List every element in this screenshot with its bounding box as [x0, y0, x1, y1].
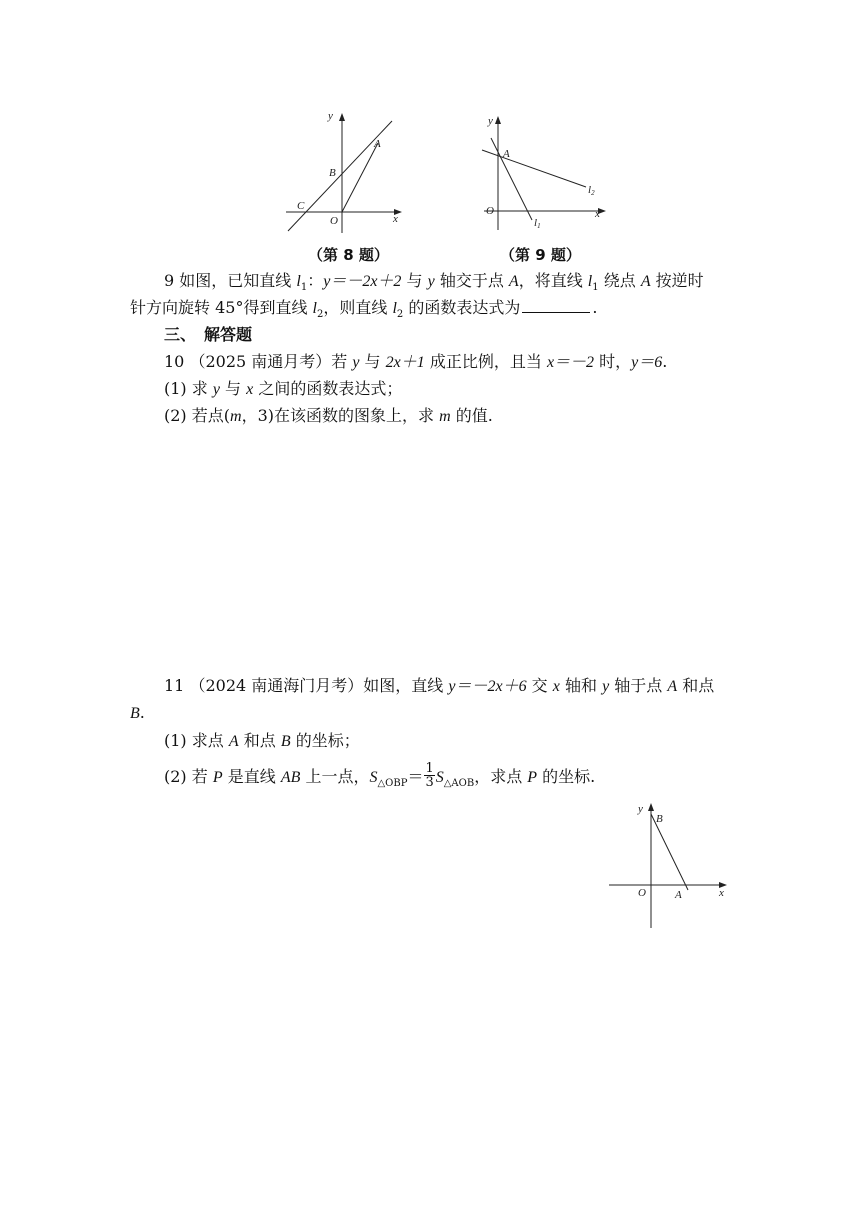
fig8-label-b: B	[329, 167, 336, 179]
q11-stem-line-1: 11 （2024 南通海门月考）如图，直线 y＝－2x＋6 交 x 轴和 y 轴于点 A 和点	[164, 676, 715, 695]
q11-part-1: (1) 求点 A 和点 B 的坐标；	[164, 731, 360, 750]
figure-11-graph	[605, 798, 735, 932]
figure-9-caption: （第 9 题）	[500, 246, 581, 264]
figure-9-graph	[474, 108, 614, 240]
fig11-label-x: x	[719, 887, 724, 899]
q10-part-1: (1) 求 y 与 x 之间的函数表达式；	[164, 379, 403, 398]
fig11-y-arrow-icon	[648, 803, 654, 811]
section-3-heading: 三、 解答题	[164, 325, 253, 344]
fig8-label-c: C	[297, 200, 305, 212]
q9-answer-blank[interactable]	[522, 298, 590, 313]
figure-8	[280, 105, 410, 240]
q9-line-1: 9 如图，已知直线 $l_1$：y＝－2x＋2 与 y 轴交于点 A，将直线 $l_1$ 绕点 A 按逆时	[164, 271, 704, 294]
q10-source: （2025 南通月考）	[189, 352, 332, 371]
fig8-y-arrow-icon	[339, 113, 345, 121]
q11-stem-line-2: B.	[130, 703, 145, 722]
fig9-label-l2: l2	[588, 184, 595, 197]
fig9-label-l1: l1	[534, 217, 541, 230]
figure-9	[474, 108, 614, 240]
fig9-label-y: y	[488, 115, 493, 127]
fig8-label-o: O	[330, 215, 338, 227]
fig11-label-b: B	[656, 813, 663, 825]
fig9-label-x: x	[595, 208, 600, 220]
fig8-label-y: y	[328, 110, 333, 122]
q11-number: 11	[164, 676, 185, 695]
fig11-label-a: A	[675, 889, 682, 901]
fig9-label-a: A	[503, 148, 510, 160]
figure-8-caption: （第 8 题）	[308, 246, 389, 264]
q9-equation: y＝－2x＋2	[323, 273, 402, 290]
q11-part-2: (2) 若 P 是直线 AB 上一点，$S_{\triangle OBP}=$ $\frac{1}{3}$ $S_{\triangle AOB}$，求点 P 的坐标.	[164, 761, 596, 790]
q10-part-2: (2) 若点(m，3)在该函数的图象上，求 m 的值.	[164, 406, 493, 425]
q9-number: 9	[164, 271, 175, 290]
q11-equation: y＝－2x＋6	[448, 678, 527, 695]
fig8-line-oa	[342, 143, 378, 212]
q11-source: （2024 南通海门月考）	[189, 676, 364, 695]
q9-line-2: 针方向旋转 45°得到直线 $l_2$，则直线 $l_2$ 的函数表达式为 .	[130, 298, 598, 321]
fig11-label-o: O	[638, 887, 646, 899]
fig9-line-l1	[491, 138, 532, 220]
figure-8-graph	[280, 105, 410, 240]
fig8-label-x: x	[393, 213, 398, 225]
figure-11	[605, 798, 735, 932]
q11-fraction: $\frac{1}{3}$	[425, 761, 434, 790]
fig8-label-a: A	[374, 138, 381, 150]
fig9-y-arrow-icon	[495, 116, 501, 124]
q10-stem: 10 （2025 南通月考）若 y 与 2x＋1 成正比例，且当 x＝－2 时，y＝6.	[164, 352, 668, 371]
fig9-label-o: O	[486, 205, 494, 217]
q10-number: 10	[164, 352, 185, 371]
fig11-line-ab	[651, 814, 688, 890]
fig11-label-y: y	[638, 803, 643, 815]
